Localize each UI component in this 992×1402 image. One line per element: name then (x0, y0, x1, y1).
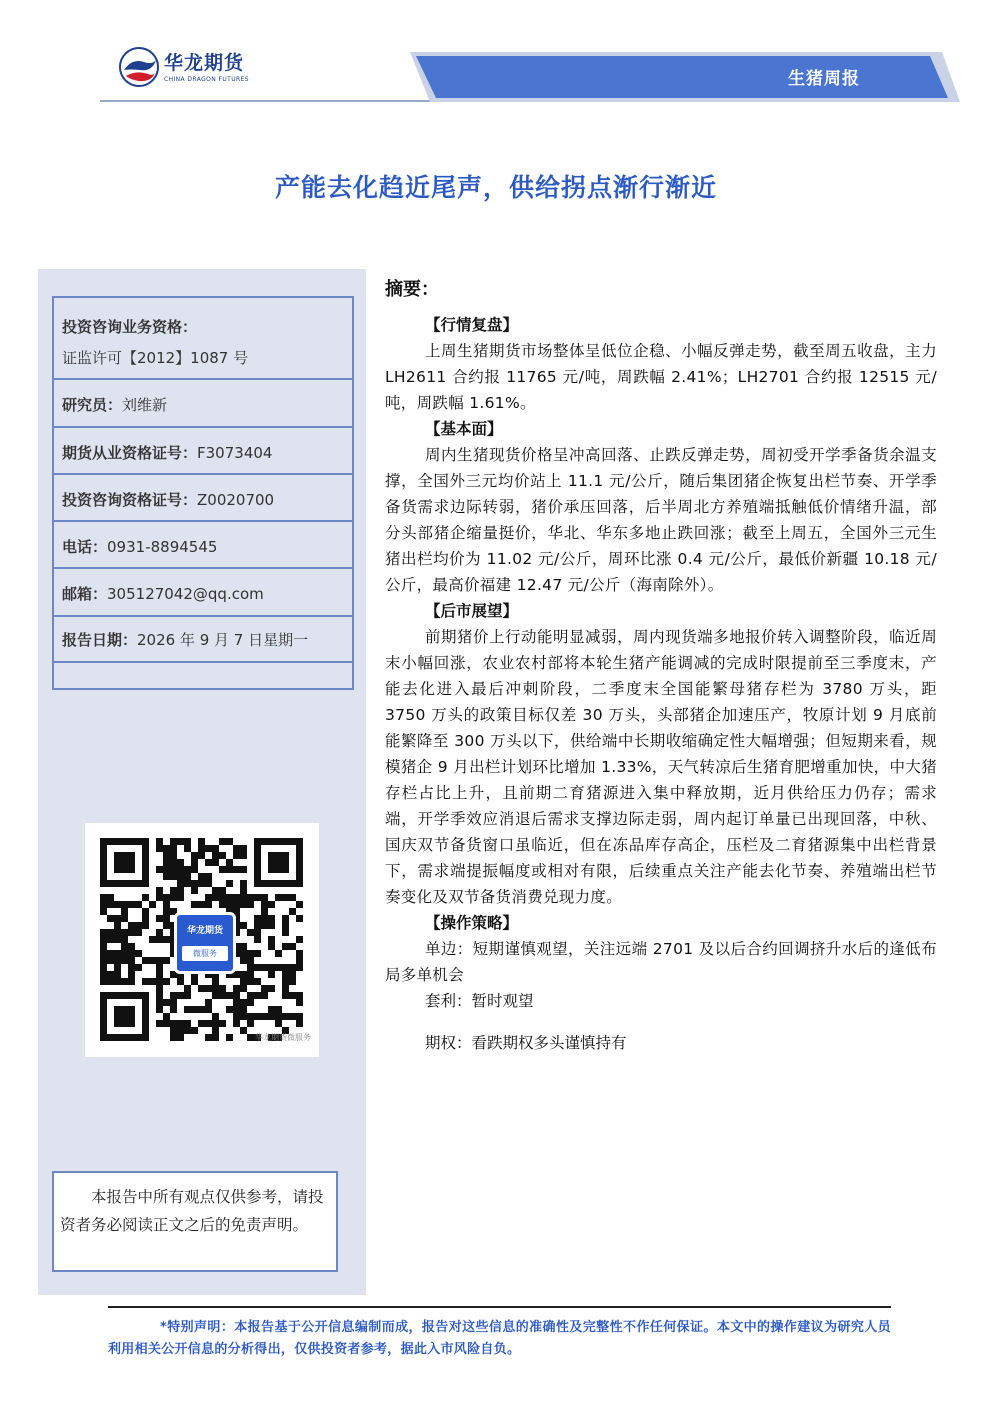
futures-cert-row (54, 428, 352, 475)
qr-code[interactable] (85, 823, 319, 1057)
section-body-market-review: 上周生猪期货市场整体呈低位企稳、小幅反弹走势，截至周五收盘，主力 LH2611 合约报 11765 元/吨，周跌幅 2.41%；LH2701 合约报 12515 元/吨，周跌幅 1.61%。 (385, 342, 937, 412)
analyst-name: 刘维新 (122, 396, 168, 414)
invest-cert-row (54, 475, 352, 522)
sidebar-disclaimer: 本报告中所有观点仅供参考，请投资者务必阅读正文之后的免责声明。 (52, 1171, 338, 1272)
phone-row (54, 522, 352, 569)
section-heading-strategy: 【操作策略】 (425, 914, 519, 932)
strategy-arbitrage: 套利：暂时观望 (425, 992, 534, 1010)
qr-center-subtitle: 微服务 (182, 946, 228, 961)
analyst-row (54, 380, 352, 428)
sidebar (38, 269, 366, 1295)
strategy-single: 单边：短期谨慎观望，关注远端 2701 及以后合约回调挤升水后的逢低布局多单机会 (385, 940, 937, 984)
summary-label: 摘要： (385, 279, 439, 300)
report-date-label: 报告日期： (62, 631, 138, 649)
analyst-label: 研究员： (62, 396, 123, 414)
email-label: 邮箱： (62, 585, 108, 603)
report-date-value: 2026 年 9 月 7 日星期一 (137, 631, 309, 649)
report-title: 产能去化趋近尾声，供给拐点渐行渐近 (274, 173, 717, 202)
logo-chinese-name: 华龙期货 (164, 52, 245, 74)
phone-value: 0931-8894545 (107, 538, 218, 556)
email-row (54, 569, 352, 617)
analyst-info-box (52, 296, 354, 690)
futures-cert-label: 期货从业资格证号： (62, 444, 198, 462)
section-heading-fundamentals: 【基本面】 (425, 420, 503, 438)
qualification-row (54, 298, 352, 380)
qr-caption: 华龙期货微服务 (255, 1033, 311, 1042)
qualification-value: 证监许可【2012】1087 号 (62, 349, 249, 367)
footer-notice: *特别声明：本报告基于公开信息编制而成，报告对这些信息的准确性及完整性不作任何保证。本文中的操作建议为研究人员利用相关公开信息的分析得出，仅供投资者参考，据此入市风险自负。 (108, 1320, 891, 1357)
qualification-label: 投资咨询业务资格： (62, 318, 198, 336)
report-type-banner (100, 48, 960, 104)
qr-center-title: 华龙期货 (186, 926, 223, 936)
logo-english-name: CHINA DRAGON FUTURES (164, 76, 249, 83)
section-body-fundamentals: 周内生猪现货价格呈冲高回落、止跌反弹走势，周初受开学季备货余温支撑，全国外三元均价站上 11.1 元/公斤，随后集团猪企恢复出栏节奏、开学季备货需求边际转弱，猪价承压回落，后半周北方养殖端抵触低价情绪升温，部分头部猪企缩量挺价，华北、华东多地止跌回涨；截至上周五，全国外三元生猪出栏均价为 11.02 元/公斤，周环比涨 0.4 元/公斤，最低价新疆 10.18 元/公斤，最高价福建 12.47 元/公斤（海南除外）。 (385, 446, 937, 594)
footer-divider (108, 1306, 891, 1308)
section-body-outlook: 前期猪价上行动能明显减弱，周内现货端多地报价转入调整阶段，临近周末小幅回涨，农业农村部将本轮生猪产能调减的完成时限提前至三季度末，产能去化进入最后冲刺阶段，二季度末全国能繁母猪存栏为 3780 万头，距 3750 万头的政策目标仅差 30 万头，头部猪企加速压产，牧原计划 9 月底前能繁降至 300 万头以下，供给端中长期收缩确定性大幅增强；但短期来看，规模猪企 9 月出栏计划环比增加 1.33%，天气转凉后生猪育肥增重加快，中大猪存栏占比上升，且前期二育猪源进入集中释放期，近月供给压力仍存；需求端，开学季效应消退后需求支撑边际走弱，周内起订单量已出现回落，中秋、国庆双节备货窗口虽临近，但在冻品库存高企，压栏及二育猪源集中出栏背景下，需求端提振幅度或相对有限，后续重点关注产能去化节奏、养殖端出栏节奏变化及双节备货消费兑现力度。 (385, 628, 937, 906)
futures-cert-value: F3073404 (197, 444, 273, 462)
invest-cert-value: Z0020700 (197, 491, 275, 509)
qr-center-badge (174, 912, 236, 974)
invest-cert-label: 投资咨询资格证号： (62, 491, 198, 509)
section-heading-market-review: 【行情复盘】 (425, 316, 519, 334)
phone-label: 电话： (62, 538, 108, 556)
summary-content (385, 278, 937, 1071)
report-type-label: 生猪周报 (788, 69, 860, 89)
report-date-row (54, 617, 352, 663)
section-heading-outlook: 【后市展望】 (425, 602, 519, 620)
strategy-option: 期权：看跌期权多头谨慎持有 (425, 1033, 627, 1052)
email-value: 305127042@qq.com (107, 585, 264, 603)
